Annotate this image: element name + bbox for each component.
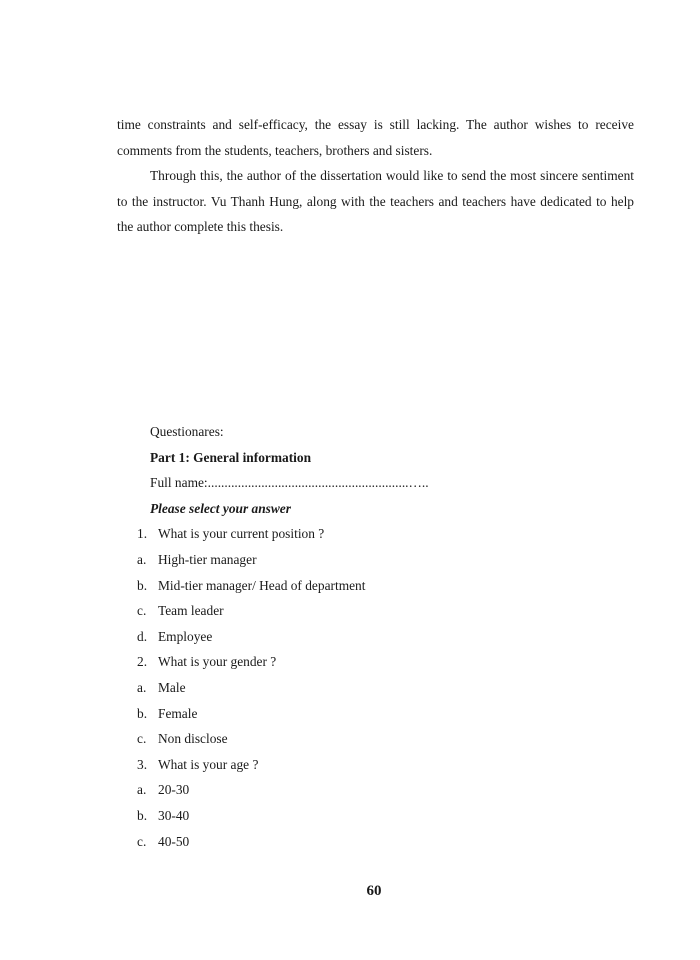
paragraph-continuation: time constraints and self-efficacy, the essay is still lacking. The author wishes to receive comments from the students, teachers, brothers and sisters. [117, 117, 634, 158]
list-marker: b. [137, 705, 148, 721]
list-marker: 2. [137, 654, 148, 670]
list-marker: a. [137, 782, 147, 798]
list-text: 40-50 [158, 833, 190, 849]
list-text: Team leader [158, 603, 224, 619]
option-item [137, 726, 570, 752]
questionnaire [137, 419, 570, 854]
list-marker: c. [137, 833, 147, 849]
list-marker: a. [137, 679, 147, 695]
instruction: Please select your answer [150, 500, 291, 516]
list-text: What is your age ? [158, 756, 259, 772]
option-item [137, 701, 570, 727]
list-marker: a. [137, 551, 147, 567]
option-item [137, 598, 570, 624]
question-position [137, 521, 570, 547]
list-text: Male [158, 679, 186, 695]
list-marker: 1. [137, 526, 148, 542]
list-text: Non disclose [158, 731, 228, 747]
list-text: 30-40 [158, 807, 190, 823]
option-item [137, 573, 570, 599]
full-name-line: Full name:............................................................….. [150, 475, 429, 491]
questionnaire-heading: Questionares: [150, 424, 224, 439]
list-text: What is your current position ? [158, 526, 325, 542]
question-age [137, 752, 570, 778]
question-gender [137, 649, 570, 675]
list-marker: b. [137, 807, 148, 823]
list-marker: d. [137, 628, 148, 644]
body-text [117, 112, 634, 240]
page-number: 60 [366, 883, 382, 899]
option-item [137, 675, 570, 701]
option-item [137, 829, 570, 855]
list-marker: b. [137, 577, 148, 593]
paragraph-acknowledgement: Through this, the author of the dissertation would like to send the most sincere sentiment to the instructor. Vu Thanh Hung, along with the teachers and teachers have dedicated to help the author complete this thesis. [117, 168, 634, 235]
list-text: Female [158, 705, 198, 721]
option-item [137, 547, 570, 573]
part-title: Part 1: General information [150, 449, 312, 465]
list-text: High-tier manager [158, 551, 257, 567]
list-text: 20-30 [158, 782, 190, 798]
list-marker: c. [137, 603, 147, 619]
list-text: Mid-tier manager/ Head of department [158, 577, 366, 593]
option-item [137, 624, 570, 650]
list-text: What is your gender ? [158, 654, 277, 670]
list-marker: 3. [137, 756, 148, 772]
option-item [137, 777, 570, 803]
option-item [137, 803, 570, 829]
list-text: Employee [158, 628, 213, 644]
list-marker: c. [137, 731, 147, 747]
